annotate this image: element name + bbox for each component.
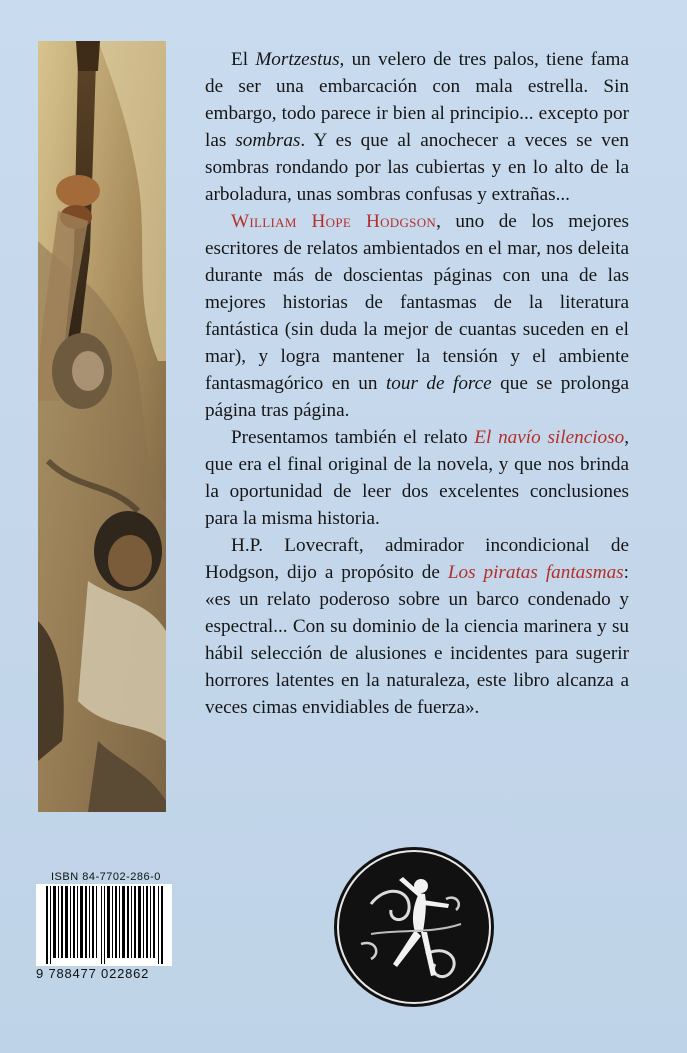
synopsis-paragraph-3: Presentamos también el relato El navío silencioso, que era el final original de la novela, y que nos brinda la oportunidad de leer dos excelentes conclusiones para la misma historia. <box>205 427 629 529</box>
author-name: William Hope Hodgson <box>231 211 437 232</box>
dancer-emblem-icon <box>331 844 497 1010</box>
publisher-logo <box>331 844 497 1010</box>
ean-number: 9 788477 022862 <box>36 966 150 981</box>
synopsis-paragraph-4: H.P. Lovecraft, admirador incondicional de Hodgson, dijo a propósito de Los piratas fantasmas: «es un relato poderoso sobre un barco condenado y espectral... Con su dominio de la ciencia marinera y su hábil selección de alusiones e incidentes para sugerir horrores latentes en la naturaleza, este libro alcanza a veces cimas envidiables de fuerza». <box>205 535 629 718</box>
cover-illustration <box>38 41 166 812</box>
synopsis-paragraph-2: William Hope Hodgson, uno de los mejores escritores de relatos ambientados en el mar, nos deleita durante más de doscientas páginas con una de las mejores historias de fantasmas de la literatura fantástica (sin duda la mejor de cuantas suceden en el mar), y logra mantener la tensión y el ambiente fantasmagórico en un tour de force que se prolonga página tras página. <box>205 211 629 421</box>
illustration-art <box>38 41 166 812</box>
sombras-word: sombras <box>235 130 301 151</box>
tour-de-force-phrase: tour de force <box>385 373 492 394</box>
synopsis-text <box>205 46 629 721</box>
isbn-label: ISBN 84-7702-286-0 <box>51 871 161 883</box>
synopsis-paragraph-1: El Mortzestus, un velero de tres palos, tiene fama de ser una embarcación con mala estrella. Sin embargo, todo parece ir bien al principio... excepto por las sombras. Y es que al anochecer a veces se ven sombras rondando por las cubiertas y en lo alto de la arboladura, unas sombras confusas y extrañas... <box>205 49 629 205</box>
story-title: El navío silencioso <box>474 427 625 448</box>
ship-name: Mortzestus <box>255 49 340 70</box>
barcode-bars <box>36 884 172 966</box>
book-title: Los piratas fantasmas <box>447 562 624 583</box>
